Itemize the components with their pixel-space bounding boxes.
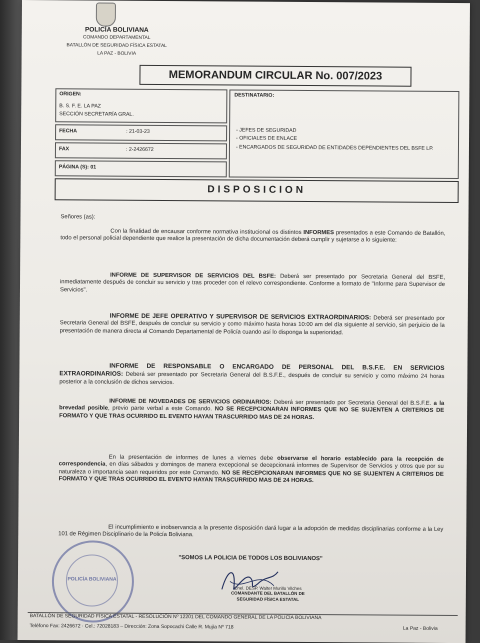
- signature-title-line2: SEGURIDAD FÍSICA ESTATAL: [236, 596, 299, 602]
- intro-paragraph: Con la finalidad de encausar conforme normativa institucional os distintos INFORMES presentados a este Comando de Batallón, todo el personal policial dependiente que realice la presentación de dicha documentación deberá cumplir y sujetarse a lo siguiente:: [60, 228, 446, 245]
- greeting: Señores (as):: [60, 214, 96, 221]
- section-responsable: INFORME DE RESPONSABLE O ENCARGADO DE PERSONAL DEL B.S.F.E. EN SERVICIOS EXTRAORDINARIOS: Deberá ser presentado por Secretaria General del B.S.F.E., después de concluir su servicio y como máximo 24 horas posterior a la conclusión de dichos servicios.: [59, 362, 445, 386]
- origin-line1: B. S. F. E. LA PAZ: [59, 103, 101, 110]
- footer-city: La Paz - Bolivia: [402, 625, 438, 632]
- footer-line1: BATALLÓN DE SEGURIDAD FÍSICA ESTATAL - RESOLUCIÓN Nº 12201 DEL COMANDO GENERAL DE LA POLICÍA BOLIVIANA: [29, 613, 322, 622]
- destination-box: [229, 89, 460, 179]
- section-supervisor: INFORME DE SUPERVISOR DE SERVICIOS DEL BSFE: Deberá ser presentado por Secretaria General del BSFE, inmediatamente después de concluir su servicio y tras proceder con el relevo correspondiente. Conforme a formato de "Informe para Supervisor de Servicios".: [59, 272, 446, 294]
- recipient-2: - OFICIALES DE ENLACE: [236, 135, 298, 142]
- signature-block: [208, 585, 328, 602]
- fax-value: : 2-2426672: [125, 146, 154, 153]
- recipient-1: - JEFES DE SEGURIDAD: [236, 127, 297, 134]
- fecha-value: : 21-03-23: [126, 128, 150, 135]
- slogan: "SOMOS LA POLICIA DE TODOS LOS BOLIVIANOS": [178, 555, 323, 563]
- signature-title-line1: COMANDANTE DEL BATALLÓN DE: [231, 590, 305, 597]
- disposicion-heading: DISPOSICION: [55, 178, 459, 203]
- police-shield-logo: [96, 3, 116, 27]
- pages-label: PÁGINA (S): 01: [58, 164, 97, 171]
- disciplinary-paragraph: El incumplimiento e inobservancia a la presente disposición dará lugar a la adopción de medidas disciplinarias conforme a la Ley 101 de Régimen Disciplinario de la Policía Boliviana.: [58, 524, 444, 539]
- header-battalion: BATALLÓN DE SEGURIDAD FÍSICA ESTATAL: [66, 43, 167, 50]
- header-institution: POLICÍA BOLIVIANA: [84, 26, 149, 34]
- memorandum-page: [18, 0, 470, 643]
- schedule-paragraph: En la presentación de informes de lunes a viernes debe observarse el horario establecido para la recepción de correspondencia, en días sábados y domingos de manera excepcional se decepcionará informes de Supervisor de Servicios y otros que por su naturaleza o importancia sean requeridos por este Comando. NO SE RECEPCIONARAN INFORMES QUE NO SE SUJENTEN A CRITERIOS DE FORMATO Y QUE TRAS OCURRIDO EL EVENTO HAYAN TRASCURRIDO MAS DE 24 HORAS.: [58, 454, 444, 485]
- origin-line2: SECCIÓN SECRETARÍA GRAL.: [59, 111, 134, 118]
- fecha-label: FECHA: [59, 128, 77, 135]
- footer-contact: Teléfono Fax: 2426672 · Cel.: 72028183 – Dirección: Zona Sopocachi Calle R. Mujía Nº 718: [29, 623, 234, 631]
- signature-name: Cnel. DESP. Walter Murillo Vilches: [234, 585, 302, 591]
- section-jefe-operativo: INFORME DE JEFE OPERATIVO Y SUPERVISOR DE SERVICIOS EXTRAORDINARIOS: Deberá ser presentado por Secretaria General del BSFE, después de concluir su servicio y como máximo hasta horas 10:00 am del día siguiente al servicio, sin perjuicio de la presentación de manera directa al Comando Departamental de Policía cuando así lo disponga la superioridad.: [59, 312, 445, 337]
- seal-text: POLICÍA BOLIVIANA: [67, 576, 117, 583]
- header-city: LA PAZ - BOLIVIA: [97, 51, 137, 57]
- footer-line2: [30, 624, 460, 632]
- header-command: COMANDO DEPARTAMENTAL: [83, 35, 151, 41]
- pages-box: [55, 160, 227, 177]
- fax-box: [55, 142, 227, 159]
- fecha-box: [55, 124, 227, 141]
- origin-label: ORIGEN:: [59, 91, 82, 98]
- official-seal: [52, 540, 135, 623]
- origin-box: [55, 88, 227, 123]
- memo-title: MEMORANDUM CIRCULAR No. 007/2023: [139, 65, 411, 87]
- recipient-3: - ENCARGADOS DE SEGURIDAD DE ENTIDADES DEPENDIENTES DEL BSFE LP.: [235, 144, 434, 152]
- section-novedades: INFORME DE NOVEDADES DE SERVICIOS ORDINARIOS: Deberá ser presentado por Secretaria General del B.S.F.E. a la brevedad posible, previo parte verbal a este Comando. NO SE RECEPCIONARAN INFORMES QUE NO SE SUJENTEN A CRITERIOS DE FORMATO Y QUE TRAS OCURRIDO EL EVENTO HAYAN TRASCURRIDO MAS DE 24 HORAS.: [59, 398, 445, 421]
- fax-label: FAX: [58, 146, 70, 153]
- destination-label: DESTINATARIO:: [234, 92, 275, 99]
